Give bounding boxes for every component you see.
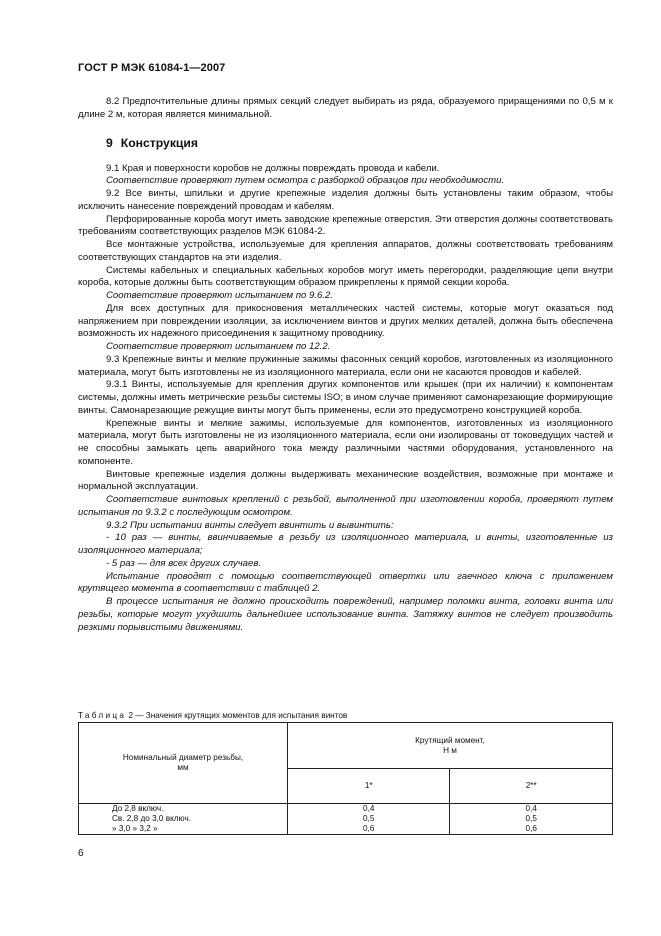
- compliance-note: Соответствие проверяют испытанием по 9.6.2.: [106, 290, 333, 301]
- torque-cell-2: 0,4 0,5 0,6: [450, 804, 613, 835]
- paragraph-9-3-1: 9.3.1 Винты, используемые для крепления других компонентов или крышек (при их наличии) к компонентам системы, должны иметь метрические резьбы системы ISO; в ином случае применяют самонарезающие формирующие винты. Самонарезающие режущие винты могут быть применены, если это предусмотрено конструкцией короба.: [78, 379, 613, 416]
- paragraph-fasteners: Винтовые крепежные изделия должны выдерживать механические воздействия, возможные при монтаже и нормальной эксплуатации.: [78, 468, 613, 493]
- paragraph-9-2: 9.2 Все винты, шпильки и другие крепежные изделия должны быть установлены таким образом, чтобы исключить нанесение повреждений проводам и кабелям.: [78, 188, 613, 212]
- list-item: - 5 раз — для всех других случаев.: [106, 557, 262, 569]
- list-item: - 10 раз — винты, ввинчиваемые в резьбу из изоляционного материала, и винты, изготовленные из изоляционного материала;: [78, 532, 613, 556]
- table-caption-text: 2 — Значения крутящих моментов для испытания винтов: [126, 711, 348, 720]
- table-row: [79, 804, 613, 835]
- table-caption-label: Таблица: [78, 711, 127, 720]
- column-header-2: 2**: [450, 769, 613, 804]
- paragraph-damage: В процессе испытания не должно происходить повреждений, например поломки винта, головки винта или резьбы, которые могут ухудшить дальнейшее использование винта. Затяжку винтов не следует производить резкими порывистыми движениями.: [78, 596, 613, 633]
- column-header-diameter: Номинальный диаметр резьбы, мм: [79, 723, 288, 804]
- page-body: [78, 96, 613, 634]
- torque-table: [78, 722, 613, 835]
- compliance-note: Соответствие проверяют испытанием по 12.2.: [106, 341, 331, 352]
- paragraph-perforated: Перфорированные короба могут иметь заводские крепежные отверстия. Эти отверстия должны соответствовать требованиям соответствующих разделов МЭК 61084-2.: [78, 213, 613, 238]
- section-heading: [106, 136, 613, 151]
- paragraph-metal-parts: Для всех доступных для прикосновения металлических частей системы, которые могут оказаться под напряжением при повреждении изоляции, за исключением винтов и других мелких деталей, должна быть обеспечена возможность их надежного присоединения к защитному проводнику.: [78, 302, 613, 340]
- page-number: 6: [78, 848, 84, 859]
- document-header: ГОСТ Р МЭК 61084-1—2007: [78, 62, 226, 74]
- paragraph-9-1: 9.1 Края и поверхности коробов не должны повреждать провода и кабели.: [106, 162, 440, 174]
- diameter-cell: До 2,8 включ. Св. 2,8 до 3,0 включ. » 3,0 » 3,2 »: [79, 804, 288, 835]
- paragraph-systems: Системы кабельных и специальных кабельных коробов могут иметь перегородки, разделяющие цепи внутри короба, которые должны быть соответствующим образом прикреплены к прямой секции короба.: [78, 264, 613, 289]
- paragraph-9-3: 9.3 Крепежные винты и мелкие пружинные зажимы фасонных секций коробов, изготовленных из изоляционного материала, могут быть изготовлены не из изоляционного материала, если они не касаются проводов и кабелей.: [78, 353, 613, 378]
- section-number: 9: [106, 135, 113, 150]
- paragraph-mounting: Все монтажные устройства, используемые для крепления аппаратов, должны соответствовать требованиям соответствующих стандартов на эти изделия.: [78, 239, 613, 263]
- table-caption: [78, 711, 347, 721]
- section-title: Конструкция: [120, 135, 199, 150]
- column-header-torque: Крутящий момент, Н м: [288, 723, 613, 769]
- compliance-note: Соответствие винтовых креплений с резьбой, выполненной при изготовлении короба, проверяют путем испытания по 9.3.2 с последующим осмотром.: [78, 494, 613, 518]
- column-header-1: 1*: [288, 769, 450, 804]
- torque-cell-1: 0,4 0,5 0,6: [288, 804, 450, 835]
- paragraph-9-3-2: 9.3.2 При испытании винты следует ввинтить и вывинтить:: [106, 519, 394, 531]
- paragraph-8-2: 8.2 Предпочтительные длины прямых секций следует выбирать из ряда, образуемого приращениями по 0,5 м к длине 2 м, которая является минимальной.: [78, 96, 613, 120]
- compliance-note: Соответствие проверяют путем осмотра с разборкой образцов при необходимости.: [106, 175, 505, 187]
- paragraph-test: Испытание проводят с помощью соответствующей отвертки или гаечного ключа с приложением крутящего момента в соответствии с таблицей 2.: [78, 570, 613, 595]
- paragraph-screws: Крепежные винты и мелкие зажимы, используемые для компонентов, изготовленных из изоляционного материала, могут быть изготовлены не из изоляционного материала, если они изолированы от токоведущих частей и не способны замыкать цепь аварийного тока между различными частями оборудования, установленного на компоненте.: [78, 417, 613, 467]
